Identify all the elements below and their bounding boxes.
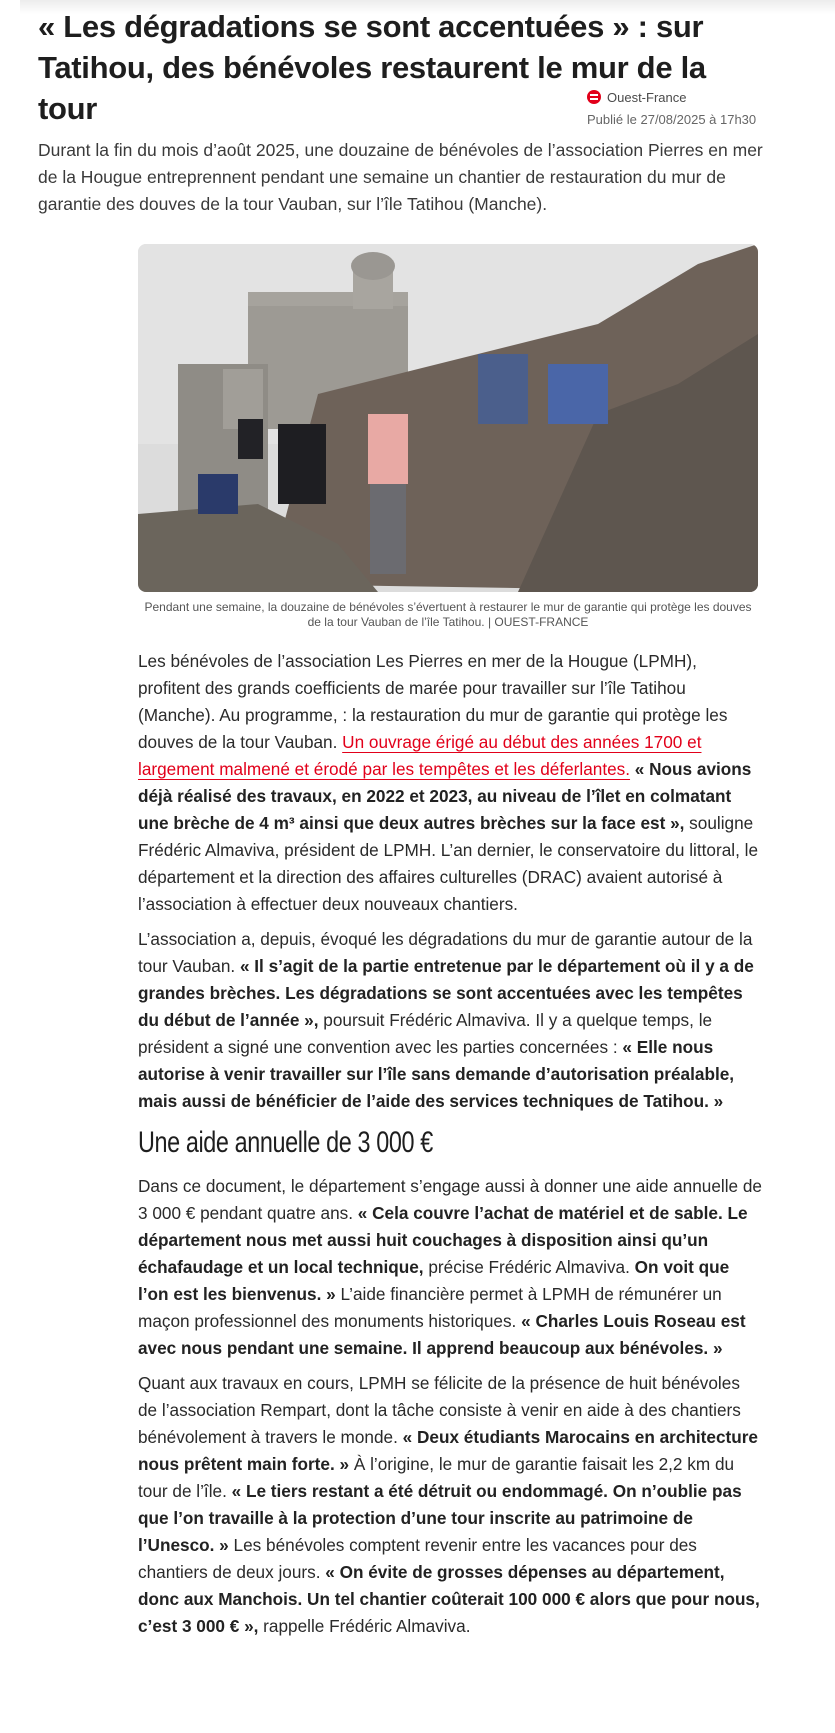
ouest-france-logo-icon bbox=[587, 90, 601, 104]
article-photo bbox=[138, 244, 758, 592]
article-figure bbox=[138, 244, 758, 630]
article-meta bbox=[587, 88, 756, 127]
photo-caption: Pendant une semaine, la douzaine de bénévoles s’évertuent à restaurer le mur de garantie qui protège les douves de la tour Vauban de l’île Tatihou. | OUEST-FRANCE bbox=[144, 600, 752, 629]
quote: « On évite de grosses dépenses au département, donc aux Manchois. Un tel chantier coûterait 100 000 € alors que pour nous, c’est 3 000 € », bbox=[138, 1562, 760, 1636]
quote: « Deux étudiants Marocains en architecture nous prêtent main forte. » bbox=[138, 1427, 758, 1474]
publish-date: Publié le 27/08/2025 à 17h30 bbox=[587, 112, 757, 127]
article-lead: Durant la fin du mois d’août 2025, une douzaine de bénévoles de l’association Pierres en mer de la Hougue entreprennent pendant une semaine un chantier de restauration du mur de garantie des douves de la tour Vauban, sur l’île Tatihou (Manche). bbox=[38, 140, 763, 214]
quote: « Il s’agit de la partie entretenue par le département où il y a de grandes brèches. Les dégradations se sont accentuées avec les tempêtes du début de l’année », bbox=[138, 956, 754, 1030]
quote: « Elle nous autorise à venir travailler sur l’île sans demande d’autorisation préalable, mais aussi de bénéficier de l’aide des services techniques de Tatihou. » bbox=[138, 1037, 735, 1111]
paragraph: L’association a, depuis, évoqué les dégradations du mur de garantie autour de la tour Vauban. « Il s’agit de la partie entretenue par le département où il y a de grandes brèches. Les dégradations se sont accentuées avec les tempêtes du début de l’année », poursuit Frédéric Almaviva. Il y a quelque temps, le président a signé une convention avec les parties concernées : « Elle nous autorise à venir travailler sur l’île sans demande d’autorisation préalable, mais aussi de bénéficier de l’aide des services techniques de Tatihou. » bbox=[138, 929, 754, 1111]
quote: « Charles Louis Roseau est avec nous pendant une semaine. Il apprend beaucoup aux bénévoles. » bbox=[138, 1311, 746, 1358]
quote: On voit que l’on est les bienvenus. » bbox=[138, 1257, 730, 1304]
quote: « Le tiers restant a été détruit ou endommagé. On n’oublie pas que l’on travaille à la protection d’une tour inscrite au patrimoine de l’Unesco. » bbox=[138, 1481, 742, 1555]
source-link[interactable] bbox=[587, 88, 756, 106]
paragraph: Dans ce document, le département s’engage aussi à donner une aide annuelle de 3 000 € pendant quatre ans. « Cela couvre l’achat de matériel et de sable. Le département nous met aussi huit couchages à disposition ainsi qu’un échafaudage et un local technique, précise Frédéric Almaviva. On voit que l’on est les bienvenus. » L’aide financière permet à LPMH de rémunérer un maçon professionnel des monuments historiques. « Charles Louis Roseau est avec nous pendant une semaine. Il apprend beaucoup aux bénévoles. » bbox=[138, 1176, 762, 1358]
quote: « Nous avions déjà réalisé des travaux, en 2022 et 2023, au niveau de l’îlet en colmatant une brèche de 4 m³ ainsi que deux autres brèches sur la face est », bbox=[138, 759, 752, 833]
source-name: Ouest-France bbox=[607, 89, 687, 105]
quote: « Cela couvre l’achat de matériel et de sable. Le département nous met aussi huit couchages à disposition ainsi qu’un échafaudage et un local technique, bbox=[138, 1203, 748, 1277]
article-body bbox=[138, 648, 763, 1648]
inline-link[interactable]: Un ouvrage érigé au début des années 1700 et largement malmené et érodé par les tempêtes et les déferlantes. bbox=[138, 732, 702, 779]
article-title: « Les dégradations se sont accentuées » : sur Tatihou, des bénévoles restaurent le mur de la tour bbox=[38, 9, 706, 126]
paragraph: Les bénévoles de l’association Les Pierres en mer de la Hougue (LPMH), profitent des grands coefficients de marée pour travailler sur l’île Tatihou (Manche). Au programme, : la restauration du mur de garantie qui protège les douves de la tour Vauban. Un ouvrage érigé au début des années 1700 et largement malmené et érodé par les tempêtes et les déferlantes. « Nous avions déjà réalisé des travaux, en 2022 et 2023, au niveau de l’îlet en colmatant une brèche de 4 m³ ainsi que deux autres brèches sur la face est », souligne Frédéric Almaviva, président de LPMH. L’an dernier, le conservatoire du littoral, le département et la direction des affaires culturelles (DRAC) avaient autorisé à l’association à effectuer deux nouveaux chantiers. bbox=[138, 651, 759, 914]
paragraph: Quant aux travaux en cours, LPMH se félicite de la présence de huit bénévoles de l’association Rempart, dont la tâche consiste à venir en aide à des chantiers bénévolement à travers le monde. « Deux étudiants Marocains en architecture nous prêtent main forte. » À l’origine, le mur de garantie faisait les 2,2 km du tour de l’île. « Le tiers restant a été détruit ou endommagé. On n’oublie pas que l’on travaille à la protection d’une tour inscrite au patrimoine de l’Unesco. » Les bénévoles comptent revenir entre les vacances pour des chantiers de deux jours. « On évite de grosses dépenses au département, donc aux Manchois. Un tel chantier coûterait 100 000 € alors que pour nous, c’est 3 000 € », rappelle Frédéric Almaviva. bbox=[138, 1373, 760, 1636]
section-heading: Une aide annuelle de 3 000 € bbox=[138, 1126, 433, 1159]
